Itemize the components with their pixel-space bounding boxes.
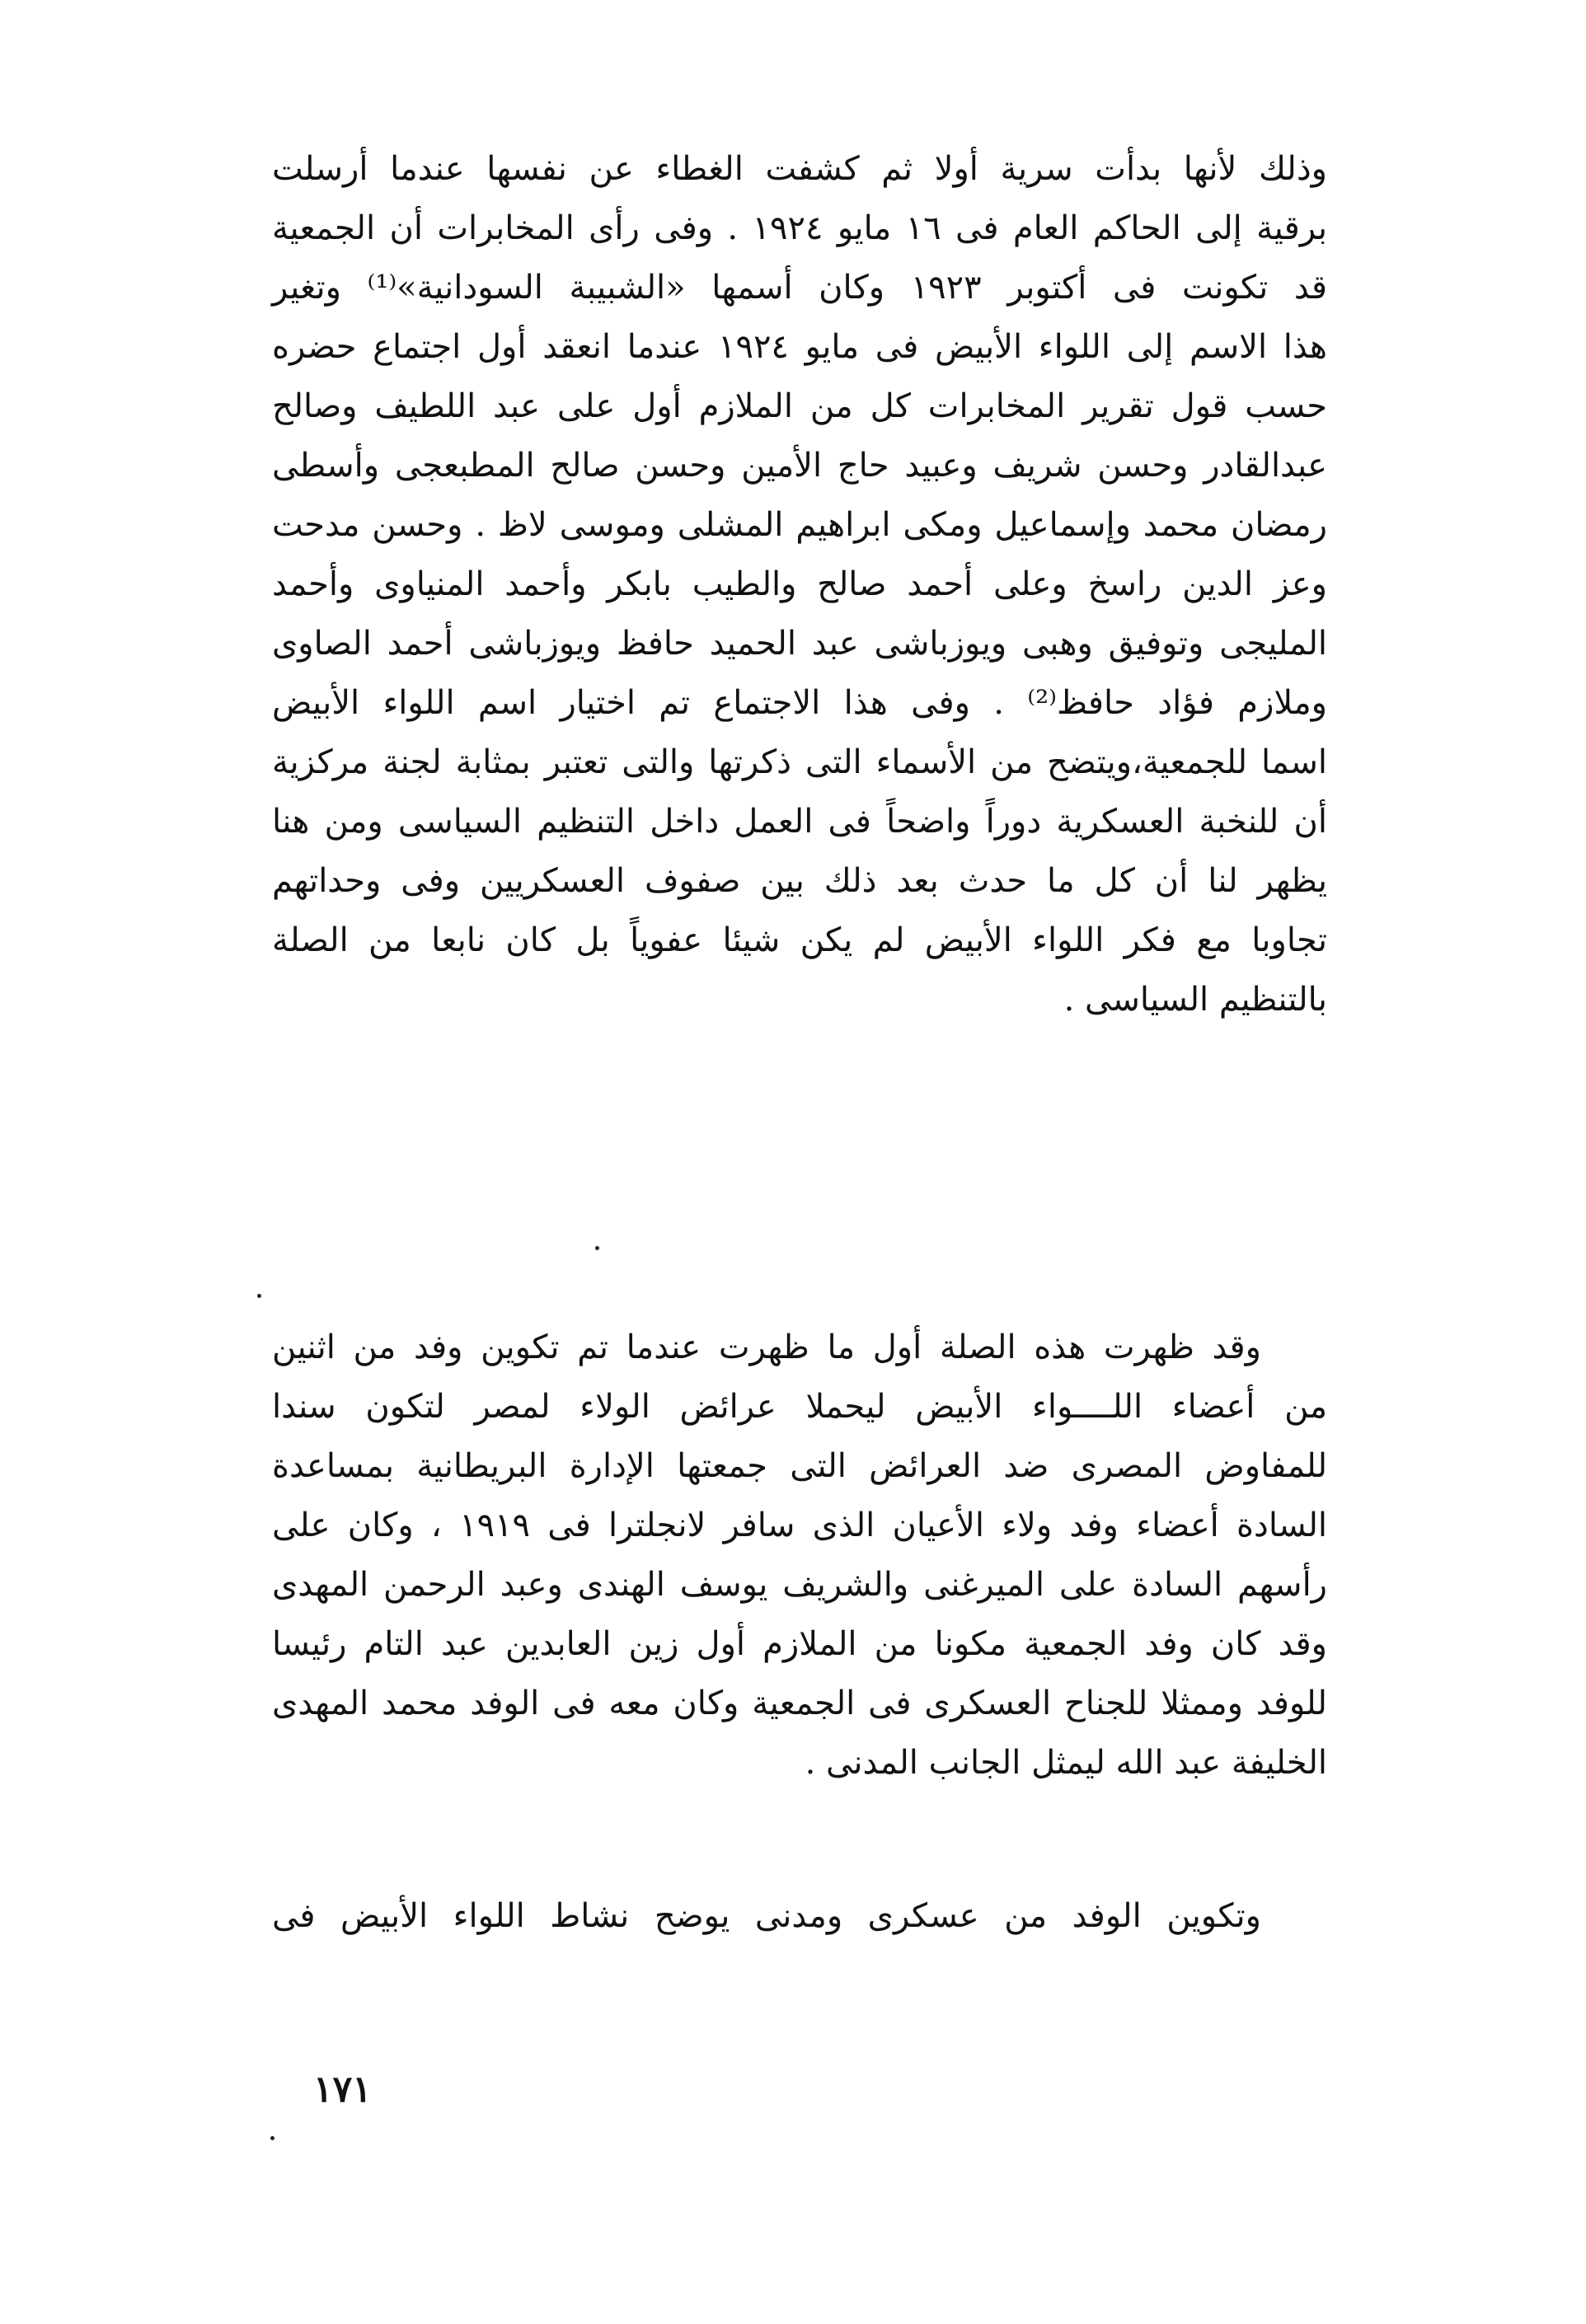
scan-speck [270, 2136, 274, 2140]
text-line: وتكوين الوفد من عسكرى ومدنى يوضح نشاط اللواء الأبيض فى [272, 1897, 1261, 1935]
text-line: رأسهم السادة على الميرغنى والشريف يوسف الهندى وعبد الرحمن المهدى [272, 1566, 1327, 1604]
text-line: وعز الدين راسخ وعلى أحمد صالح والطيب بابكر وأحمد المنياوى وأحمد [272, 565, 1327, 603]
text-line: رمضان محمد وإسماعيل ومكى ابراهيم المشلى وموسى لاظ . وحسن مدحت [272, 506, 1327, 544]
text-line: أن للنخبة العسكرية دوراً واضحاً فى العمل داخل التنظيم السياسى ومن هنا [272, 803, 1327, 841]
paragraph-1 [272, 140, 1327, 1030]
text-line: هذا الاسم إلى اللواء الأبيض فى مايو ١٩٢٤ عندما انعقد أول اجتماع حضره [272, 328, 1328, 366]
text-line: تجاوبا مع فكر اللواء الأبيض لم يكن شيئا عفوياً بل كان نابعا من الصلة [272, 921, 1327, 959]
text-line: عبدالقادر وحسن شريف وعبيد حاج الأمين وحسن صالح المطبعجى وأسطى [272, 447, 1327, 485]
text-line: من أعضاء اللــــواء الأبيض ليحملا عرائض الولاء لمصر لتكون سندا [272, 1388, 1327, 1426]
scan-speck [595, 1246, 599, 1250]
text-line: للمفاوض المصرى ضد العرائض التى جمعتها الإدارة البريطانية بمساعدة [272, 1447, 1327, 1485]
paragraph-2 [272, 1319, 1327, 1793]
text-line: السادة أعضاء وفد ولاء الأعيان الذى سافر لانجلترا فى ١٩١٩ ، وكان على [272, 1506, 1327, 1544]
paragraph-3 [272, 1887, 1327, 1947]
text-line: يظهر لنا أن كل ما حدث بعد ذلك بين صفوف العسكريين وفى وحداتهم [272, 862, 1327, 900]
text-line: المليجى وتوفيق وهبى ويوزباشى عبد الحميد حافظ ويوزباشى أحمد الصاوى [272, 625, 1327, 663]
text-line: للوفد وممثلا للجناح العسكرى فى الجمعية وكان معه فى الوفد محمد المهدى [272, 1684, 1327, 1722]
text-line: وقد كان وفد الجمعية مكونا من الملازم أول زين العابدين عبد التام رئيسا [272, 1625, 1327, 1663]
scan-speck [257, 1294, 261, 1298]
text-line: بالتنظيم السياسى . [1063, 981, 1327, 1019]
page-number: ١٧١ [313, 2069, 372, 2111]
text-line: اسما للجمعية،ويتضح من الأسماء التى ذكرتها والتى تعتبر بمثابة لجنة مركزية [272, 743, 1327, 781]
text-line: وذلك لأنها بدأت سرية أولا ثم كشفت الغطاء عن نفسها عندما أرسلت [272, 150, 1327, 188]
text-line: حسب قول تقرير المخابرات كل من الملازم أول على عبد اللطيف وصالح [272, 387, 1327, 425]
text-line: قد تكونت فى أكتوبر ١٩٢٣ وكان أسمها «الشبيبة السودانية»⁽¹⁾ وتغير [272, 269, 1327, 307]
text-line: برقية إلى الحاكم العام فى ١٦ مايو ١٩٢٤ . وفى رأى المخابرات أن الجمعية [272, 209, 1327, 247]
text-line: وقد ظهرت هذه الصلة أول ما ظهرت عندما تم تكوين وفد من اثنين [272, 1328, 1261, 1366]
text-line: الخليفة عبد الله ليمثل الجانب المدنى . [805, 1744, 1327, 1782]
text-line: وملازم فؤاد حافظ⁽²⁾ . وفى هذا الاجتماع تم اختيار اسم اللواء الأبيض [272, 684, 1327, 722]
